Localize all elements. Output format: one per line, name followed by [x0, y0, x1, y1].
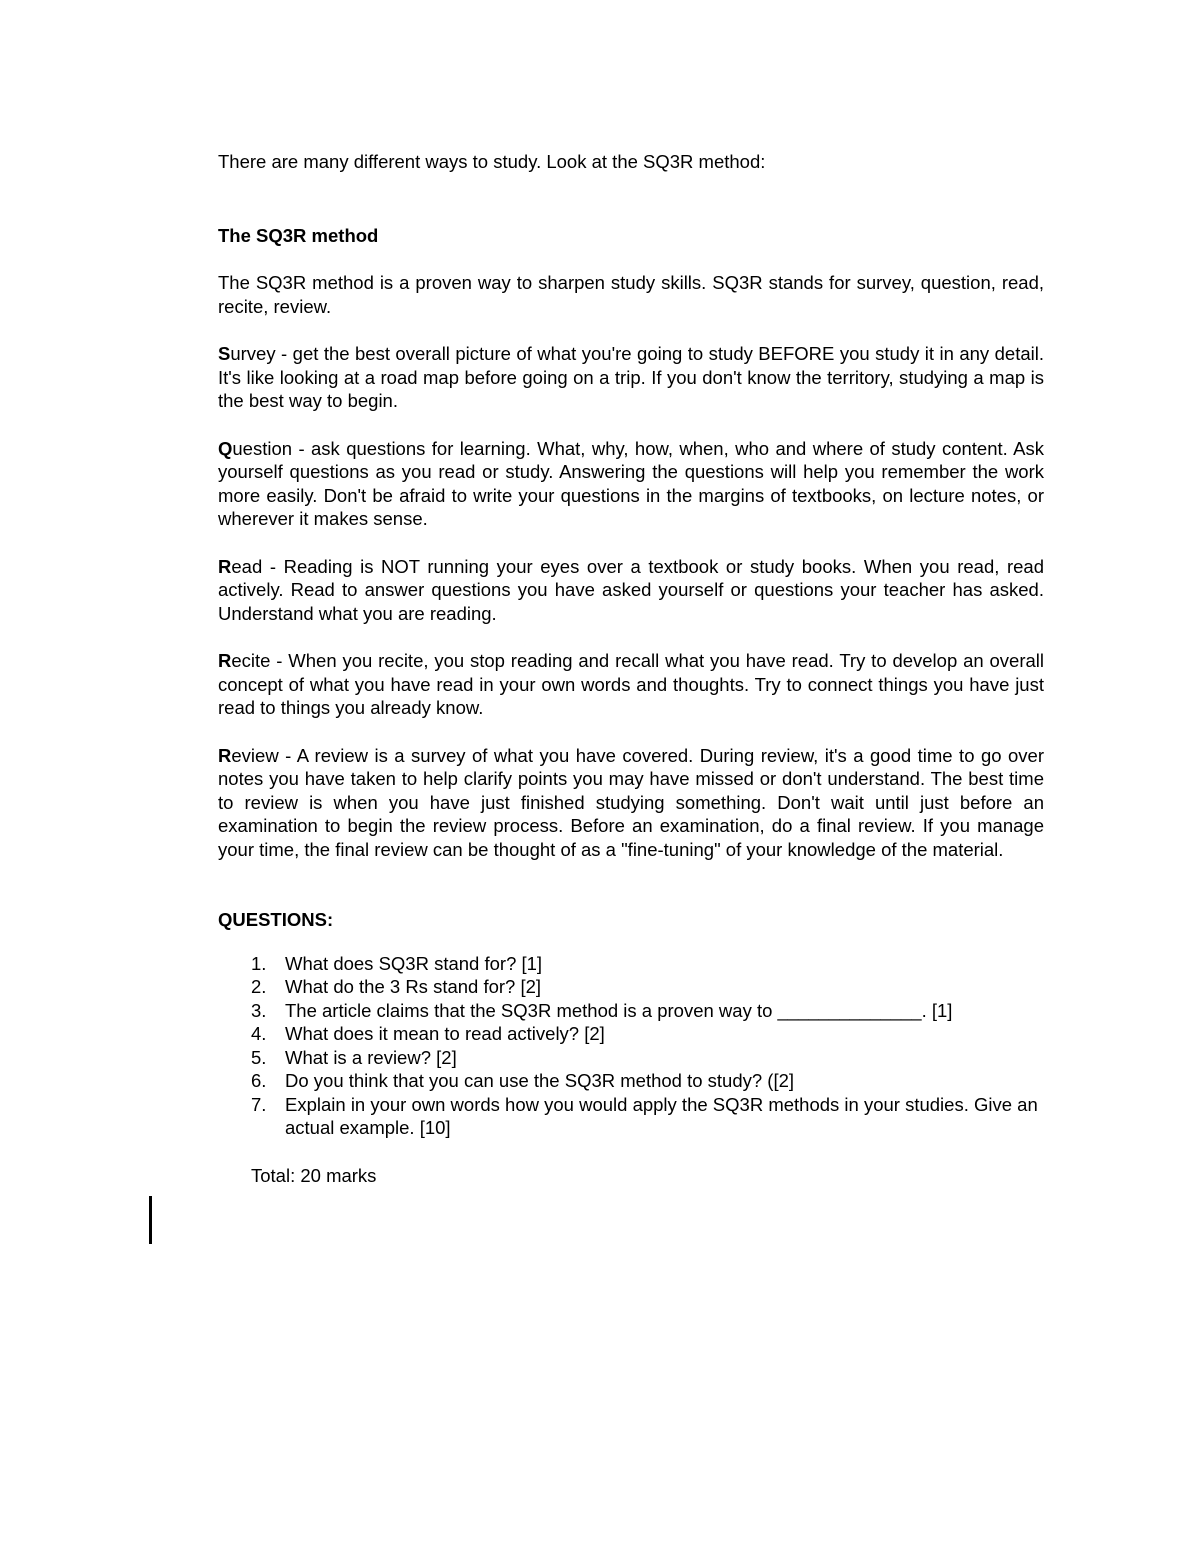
question-text: What do the 3 Rs stand for? [2]: [285, 976, 542, 997]
step-lead-letter: Q: [218, 437, 233, 459]
step-recite: [218, 649, 1044, 720]
step-review: [218, 744, 1044, 862]
step-text: ecite - When you recite, you stop reading and recall what you have read. Try to develop an overall concept of what you have read in your own words and thoughts. Try to connect things you have just read to things you already know.: [218, 650, 1044, 718]
total-marks: Total: 20 marks: [251, 1164, 377, 1186]
definition-paragraph: The SQ3R method is a proven way to sharpen study skills. SQ3R stands for survey, question, read, recite, review.: [218, 272, 1044, 317]
question-number: 3.: [251, 999, 267, 1021]
list-item: [218, 975, 1044, 999]
step-question: [218, 437, 1044, 531]
question-text: What is a review? [2]: [285, 1046, 457, 1068]
step-read: [218, 555, 1044, 626]
step-lead-letter: R: [218, 744, 232, 766]
margin-bar: [149, 1196, 152, 1244]
list-item: [218, 1093, 1044, 1140]
question-text: The article claims that the SQ3R method is a proven way to ______________. [1]: [285, 999, 953, 1021]
questions-heading: QUESTIONS:: [218, 909, 334, 930]
questions-list: [218, 952, 1044, 1140]
question-text: What does it mean to read actively? [2]: [285, 1023, 605, 1044]
question-text: What does SQ3R stand for? [1]: [285, 952, 543, 974]
step-text: ead - Reading is NOT running your eyes over a textbook or study books. When you read, read actively. Read to answer questions you have asked yourself or questions your teacher has asked. Understand what you are reading.: [218, 555, 1044, 624]
step-lead-letter: R: [218, 650, 232, 671]
intro-text: There are many different ways to study. Look at the SQ3R method:: [218, 151, 766, 172]
list-item: [218, 1022, 1044, 1046]
question-text: Do you think that you can use the SQ3R method to study? ([2]: [285, 1070, 795, 1091]
question-number: 5.: [251, 1046, 267, 1068]
document-page: [218, 150, 1044, 1187]
question-text: Explain in your own words how you would apply the SQ3R methods in your studies. Give an actual example. [10]: [285, 1093, 1038, 1138]
step-text: uestion - ask questions for learning. What, why, how, when, who and where of study content. Ask yourself questions as you read or study. Answering the questions will help you remember the work more easily. Don't be afraid to write your questions in the margins of textbooks, on lecture notes, or wherever it makes sense.: [218, 437, 1044, 529]
question-number: 2.: [251, 976, 267, 997]
step-lead-letter: R: [218, 555, 232, 577]
section-heading: The SQ3R method: [218, 224, 379, 246]
list-item: [218, 1046, 1044, 1070]
question-number: 4.: [251, 1023, 267, 1044]
step-text: eview - A review is a survey of what you have covered. During review, it's a good time to go over notes you have taken to help clarify points you may have missed or don't understand. The best time to review is when you have just finished studying something. Don't wait until just before an examination to begin the review process. Before an examination, do a final review. If you manage your time, the final review can be thought of as a "fine-tuning" of your knowledge of the material.: [218, 744, 1044, 860]
question-number: 7.: [251, 1093, 267, 1115]
step-survey: [218, 342, 1044, 413]
list-item: [218, 999, 1044, 1023]
question-number: 1.: [251, 952, 267, 974]
list-item: [218, 952, 1044, 976]
question-number: 6.: [251, 1070, 267, 1091]
step-lead-letter: S: [218, 343, 231, 364]
step-text: urvey - get the best overall picture of what you're going to study BEFORE you study it in any detail. It's like looking at a road map before going on a trip. If you don't know the territory, studying a map is the best way to begin.: [218, 343, 1044, 411]
list-item: [218, 1069, 1044, 1093]
